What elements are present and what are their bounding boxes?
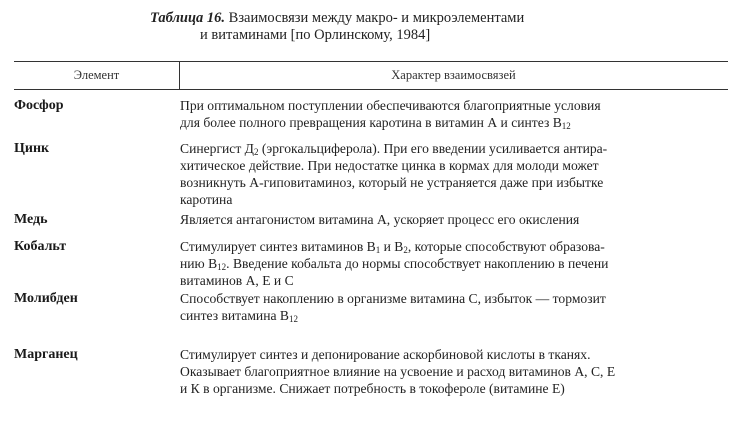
- subscript: 12: [217, 262, 227, 272]
- description-line: хитическое действие. При недостатке цинка в кормах для молоди может: [180, 158, 599, 173]
- relation-description: [180, 211, 728, 228]
- description-line: возникнуть А-гиповитаминоз, который не устраняется даже при избытке: [180, 175, 604, 190]
- subscript: 12: [561, 121, 571, 131]
- element-name: Фосфор: [14, 98, 64, 113]
- description-line: Способствует накоплению в организме витамина С, избыток — тормозит: [180, 291, 606, 306]
- relation-description: [180, 346, 728, 397]
- description-line: Стимулирует синтез и депонирование аскорбиновой кислоты в тканях.: [180, 347, 591, 362]
- description-line: витаминов А, Е и С: [180, 273, 294, 288]
- relation-description: [180, 238, 728, 289]
- header-relation: Характер взаимосвязей: [391, 68, 516, 82]
- description-line: Синергист $Д_2$ (эргокальциферола). При его введении усиливается антира-: [180, 141, 608, 157]
- element-name: Цинк: [14, 141, 50, 156]
- description-line: и К в организме. Снижает потребность в токофероле (витамине Е): [180, 381, 565, 396]
- element-name: Марганец: [14, 347, 78, 362]
- description-line: каротина: [180, 192, 233, 207]
- description-line: нию $В_{12}$. Введение кобальта до нормы способствует накоплению в печени: [180, 256, 609, 272]
- subscript: 2: [253, 147, 259, 157]
- description-line: Является антагонистом витамина А, ускоряет процесс его окисления: [180, 212, 580, 227]
- caption-title-line-1: Взаимосвязи между макро- и микроэлементами: [228, 10, 525, 26]
- relation-description: [180, 140, 728, 208]
- table-top-rule: [14, 61, 728, 62]
- subscript: 1: [375, 245, 381, 255]
- element-name: Молибден: [14, 291, 78, 306]
- subscript: 2: [403, 245, 408, 255]
- description-line: синтез витамина $В_{12}$: [180, 308, 298, 324]
- header-bottom-rule: [14, 89, 728, 90]
- element-name: Медь: [14, 212, 48, 227]
- table-caption: [150, 10, 610, 44]
- caption-title-line-2: и витаминами [по Орлинскому, 1984]: [200, 27, 431, 43]
- header-element: Элемент: [73, 68, 120, 82]
- description-line: Оказывает благоприятное влияние на усвоение и расход витаминов А, С, Е: [180, 364, 616, 379]
- description-line: При оптимальном поступлении обеспечиваются благоприятные условия: [180, 98, 601, 113]
- subscript: 12: [288, 314, 298, 324]
- description-line: для более полного превращения каротина в витамин А и синтез $В_{12}$: [180, 115, 571, 131]
- element-name: Кобальт: [14, 239, 67, 254]
- description-line: Стимулирует синтез витаминов $В_1$ и $В_2$, которые способствуют образова-: [180, 239, 605, 255]
- caption-label: Таблица 16.: [150, 10, 226, 26]
- relation-description: [180, 97, 728, 131]
- relation-description: [180, 290, 728, 324]
